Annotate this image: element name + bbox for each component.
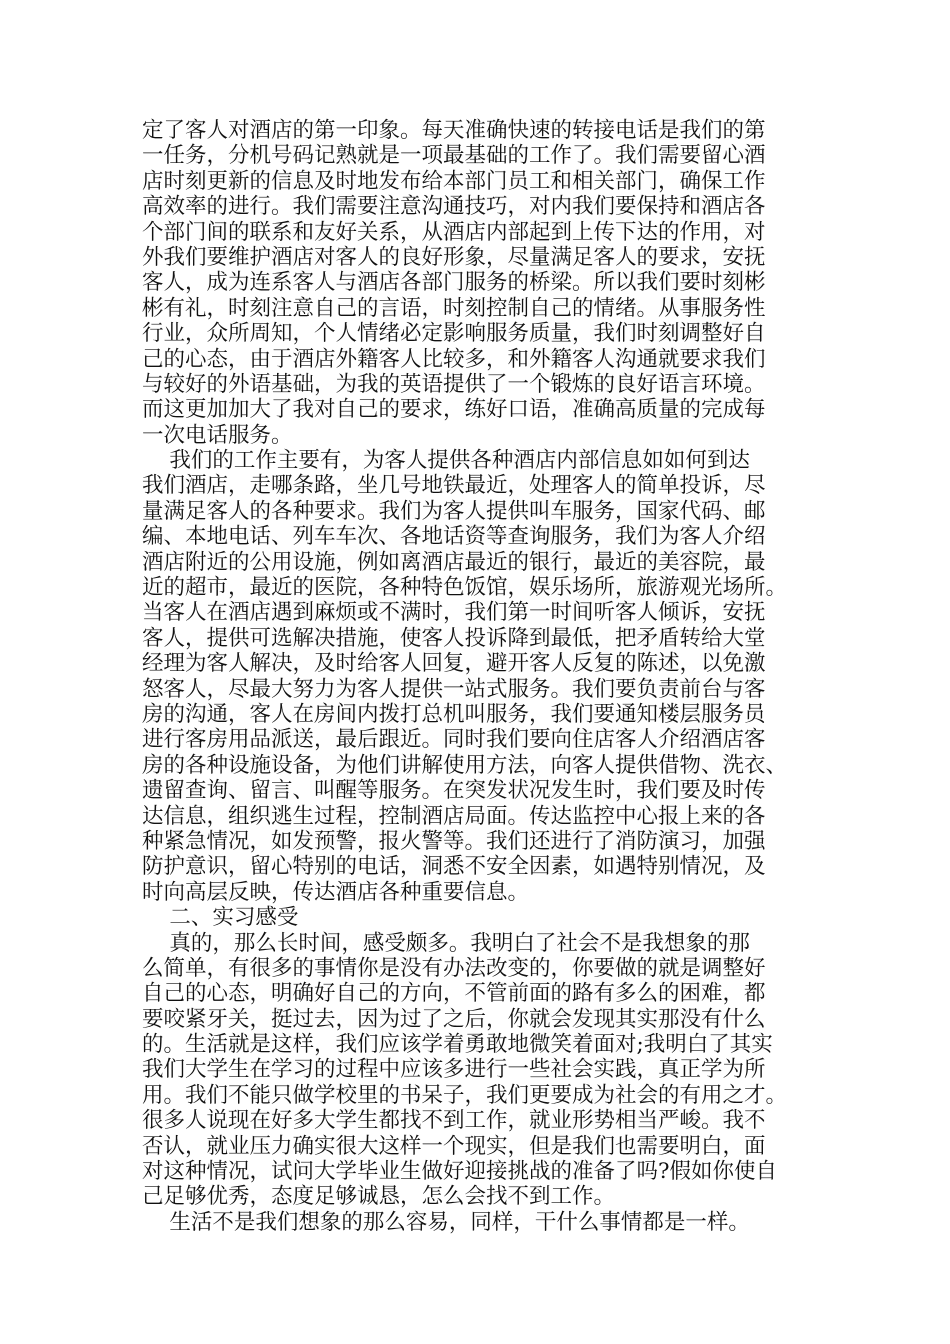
text-line: 店时刻更新的信息及时地发布给本部门员工和相关部门，确保工作 [142,168,766,194]
text-line: 怒客人，尽最大努力为客人提供一站式服务。我们要负责前台与客 [142,676,766,702]
text-line: 外我们要维护酒店对客人的良好形象，尽量满足客人的要求，安抚 [142,244,766,270]
paragraph-start-line: 我们的工作主要有，为客人提供各种酒店内部信息如如何到达 [142,448,750,474]
text-line: 编、本地电话、列车车次、各地话资等查询服务，我们为客人介绍 [142,524,766,550]
text-line: 酒店附近的公用设施，例如离酒店最近的银行，最近的美容院，最 [142,549,766,575]
text-line: 己的心态，由于酒店外籍客人比较多，和外籍客人沟通就要求我们 [142,346,766,372]
text-line: 房的沟通，客人在房间内拨打总机叫服务，我们要通知楼层服务员 [142,701,766,727]
text-line: 要咬紧牙关，挺过去，因为过了之后，你就会发现其实那没有什么 [142,1006,766,1032]
text-line: 定了客人对酒店的第一印象。每天准确快速的转接电话是我们的第 [142,118,766,143]
text-line: 行业，众所周知，个人情绪必定影响服务质量，我们时刻调整好自 [142,321,766,347]
text-line: 的。生活就是这样，我们应该学着勇敢地微笑着面对;我明白了其实 [142,1032,773,1058]
text-line: 己足够优秀，态度足够诚恳，怎么会找不到工作。 [142,1184,616,1210]
text-line: 一次电话服务。 [142,422,293,448]
text-line: 防护意识，留心特别的电话，洞悉不安全因素，如遇特别情况，及 [142,854,766,880]
text-line: 而这更加加大了我对自己的要求，练好口语，准确高质量的完成每 [142,397,766,423]
text-line: 房的各种设施设备，为他们讲解使用方法，向客人提供借物、洗衣、 [142,752,788,778]
text-line: 遗留查询、留言、叫醒等服务。在突发状况发生时，我们要及时传 [142,778,766,804]
text-line: 客人，提供可选解决措施，使客人投诉降到最低，把矛盾转给大堂 [142,625,766,651]
text-line: 经理为客人解决，及时给客人回复，避开客人反复的陈述，以免激 [142,651,766,677]
paragraph-start-line: 真的，那么长时间，感受颇多。我明白了社会不是我想象的那 [142,930,750,956]
text-line: 当客人在酒店遇到麻烦或不满时，我们第一时间听客人倾诉，安抚 [142,600,766,626]
text-line: 时向高层反映，传达酒店各种重要信息。 [142,879,530,905]
text-line: 用。我们不能只做学校里的书呆子，我们更要成为社会的有用之才。 [142,1082,788,1108]
text-line: 么简单，有很多的事情你是没有办法改变的，你要做的就是调整好 [142,955,766,981]
text-line: 量满足客人的各种要求。我们为客人提供叫车服务，国家代码、邮 [142,498,766,524]
text-line: 我们大学生在学习的过程中应该多进行一些社会实践，真正学为所 [142,1057,766,1083]
text-line: 个部门间的联系和友好关系，从酒店内部起到上传下达的作用，对 [142,219,766,245]
text-line: 高效率的进行。我们需要注意沟通技巧，对内我们要保持和酒店各 [142,194,766,220]
section-heading: 二、实习感受 [142,905,299,931]
text-line: 进行客房用品派送，最后跟近。同时我们要向住店客人介绍酒店客 [142,727,766,753]
text-line: 种紧急情况，如发预警，报火警等。我们还进行了消防演习，加强 [142,828,766,854]
text-line: 我们酒店，走哪条路，坐几号地铁最近，处理客人的简单投诉，尽 [142,473,766,499]
text-line: 自己的心态，明确好自己的方向，不管前面的路有多么的困难，都 [142,981,766,1007]
text-line: 与较好的外语基础，为我的英语提供了一个锻炼的良好语言环境。 [142,371,766,397]
text-line: 客人，成为连系客人与酒店各部门服务的桥梁。所以我们要时刻彬 [142,270,766,296]
text-line: 对这种情况，试问大学毕业生做好迎接挑战的准备了吗?假如你使自 [142,1159,778,1185]
text-line: 否认，就业压力确实很大这样一个现实，但是我们也需要明白，面 [142,1133,766,1159]
paragraph-start-line: 生活不是我们想象的那么容易，同样，干什么事情都是一样。 [142,1209,750,1235]
text-line: 很多人说现在好多大学生都找不到工作，就业形势相当严峻。我不 [142,1108,766,1134]
text-line: 彬有礼，时刻注意自己的言语，时刻控制自己的情绪。从事服务性 [142,295,766,321]
text-line: 一任务，分机号码记熟就是一项最基础的工作了。我们需要留心酒 [142,143,766,169]
document-body [142,118,842,1235]
text-line: 近的超市，最近的医院，各种特色饭馆，娱乐场所，旅游观光场所。 [142,575,788,601]
text-line: 达信息，组织逃生过程，控制酒店局面。传达监控中心报上来的各 [142,803,766,829]
